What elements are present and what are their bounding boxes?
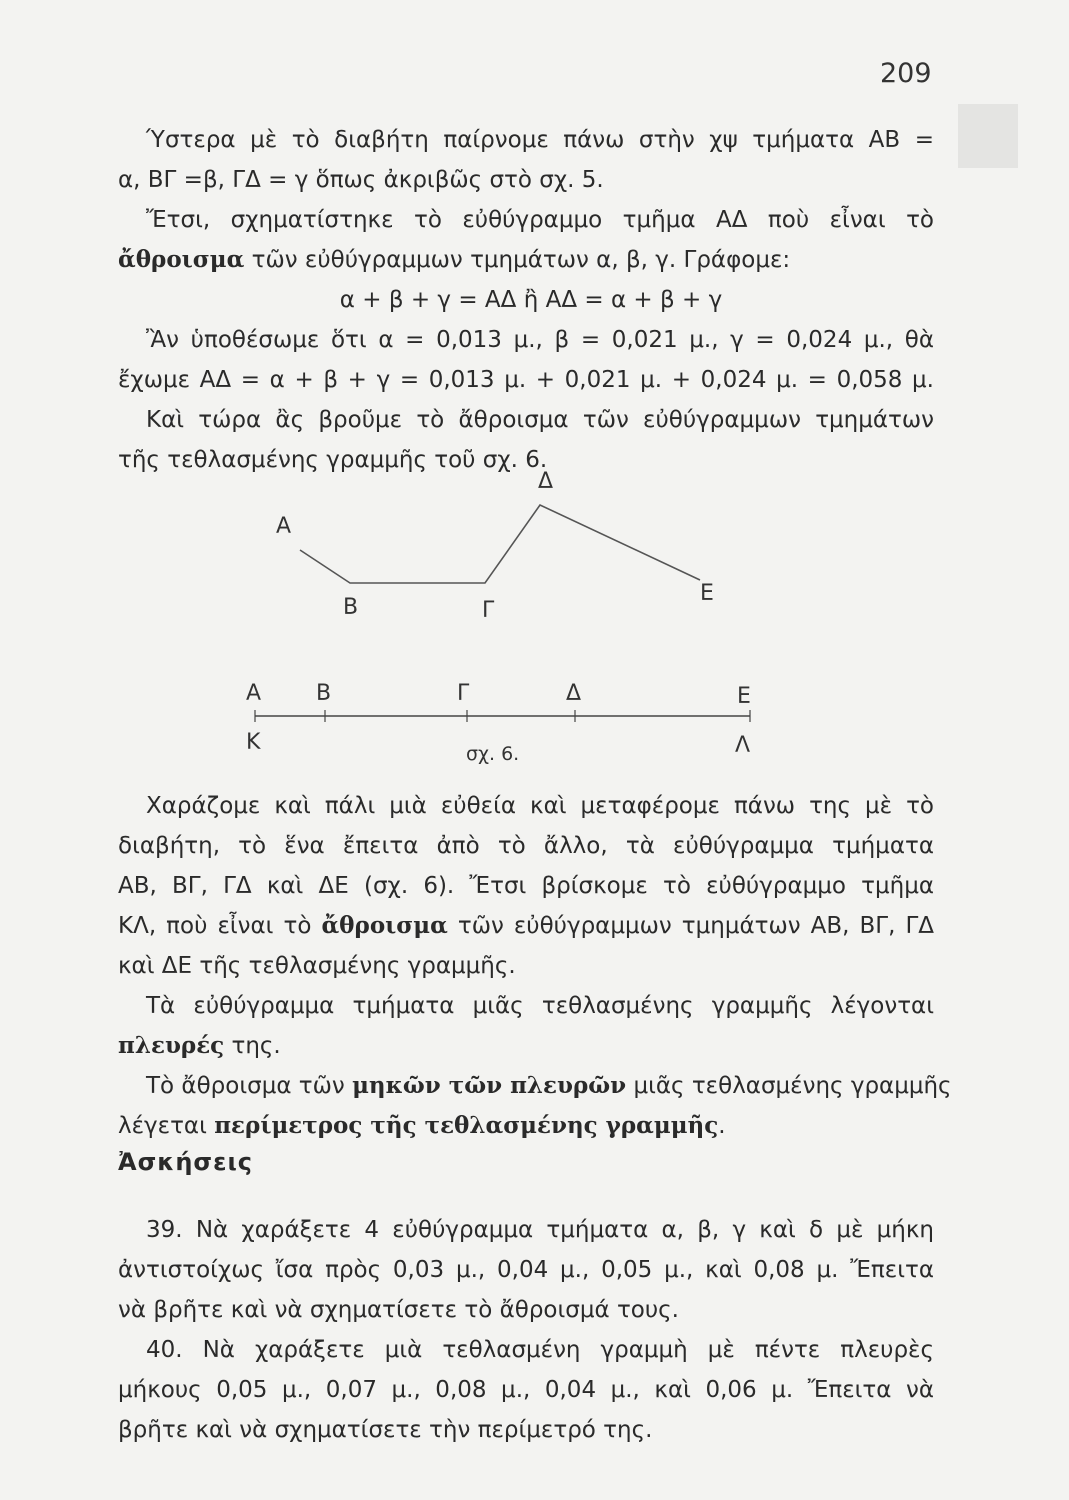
seg-label-E: Ε: [737, 684, 751, 709]
ex40-line2: μήκους 0,05 μ., 0,07 μ., 0,08 μ., 0,04 μ., καὶ 0,06 μ. Ἔπειτα νὰ: [118, 1377, 934, 1403]
label-B: Β: [343, 595, 359, 620]
para6-line2-rest: της.: [224, 1033, 281, 1059]
para2-line1: Ἔτσι, σχηματίστηκε τὸ εὐθύγραμμο τμῆμα ΑΔ ποὺ εἶναι τὸ: [146, 207, 934, 233]
body-text: [118, 786, 952, 1146]
seg-label-D: Δ: [566, 681, 582, 706]
seg-label-A: Α: [246, 681, 262, 706]
para1-line1: Ύστερα μὲ τὸ διαβήτη παίρνομε πάνω στὴν χψ τμήματα ΑΒ =: [146, 127, 934, 153]
page-number: 209: [880, 58, 932, 89]
para1-line2: α, ΒΓ =β, ΓΔ = γ ὅπως ἀκριβῶς στὸ σχ. 5.: [118, 167, 604, 193]
para7-line2-post: .: [718, 1113, 726, 1139]
para4-line2: τῆς τεθλασμένης γραμμῆς τοῦ σχ. 6.: [118, 447, 548, 473]
ex40-line3: βρῆτε καὶ νὰ σχηματίσετε τὴν περίμετρό της.: [118, 1417, 653, 1443]
para7-line1-pre: Τὸ ἄθροισμα τῶν: [146, 1073, 353, 1099]
label-D: Δ: [538, 469, 554, 494]
para7-line1: [118, 1066, 952, 1106]
para3-line2: ἔχωμε ΑΔ = α + β + γ = 0,013 μ. + 0,021 μ. + 0,024 μ. = 0,058 μ.: [118, 367, 934, 393]
seg-label-B: Β: [316, 681, 332, 706]
ex39-line2: ἀντιστοίχως ἴσα πρὸς 0,03 μ., 0,04 μ., 0,05 μ., καὶ 0,08 μ. Ἔπειτα: [118, 1257, 934, 1283]
para5-line5: καὶ ΔΕ τῆς τεθλασμένης γραμμῆς.: [118, 953, 516, 979]
para5-line4-post: τῶν εὐθύγραμμων τμημάτων ΑΒ, ΒΓ, ΓΔ: [447, 913, 934, 939]
term-sides: πλευρές: [118, 1032, 225, 1059]
term-perimeter: περίμετρος τῆς τεθλασμένης γραμμῆς: [214, 1112, 719, 1139]
exercises-heading: Ἀσκήσεις: [118, 1148, 254, 1176]
ex39-line3: νὰ βρῆτε καὶ νὰ σχηματίσετε τὸ ἄθροισμά τους.: [118, 1297, 679, 1323]
label-G: Γ: [482, 598, 495, 623]
broken-line: [300, 505, 700, 583]
sum-formula: α + β + γ = ΑΔ ἢ ΑΔ = α + β + γ: [339, 287, 723, 313]
para7-line2-pre: λέγεται: [118, 1113, 215, 1139]
para5-line3: ΑΒ, ΒΓ, ΓΔ καὶ ΔΕ (σχ. 6). Ἔτσι βρίσκομε τὸ εὐθύγραμμο τμῆμα: [118, 873, 934, 899]
figure-caption: σχ. 6.: [466, 743, 520, 765]
term-sum-2: ἄθροισμα: [321, 912, 448, 939]
ex39-line1: 39. Νὰ χαράξετε 4 εὐθύγραμμα τμήματα α, β, γ καὶ δ μὲ μήκη: [146, 1217, 934, 1243]
para5-line2: διαβήτη, τὸ ἕνα ἔπειτα ἀπὸ τὸ ἄλλο, τὰ εὐθύγραμμα τμήματα: [118, 833, 934, 859]
para4-line1: Καὶ τώρα ἂς βροῦμε τὸ ἄθροισμα τῶν εὐθύγραμμων τμημάτων: [146, 407, 934, 433]
para7-line2: [118, 1106, 934, 1146]
seg-label-G: Γ: [457, 681, 470, 706]
para5-line1: Χαράζομε καὶ πάλι μιὰ εὐθεία καὶ μεταφέρομε πάνω της μὲ τὸ: [146, 793, 934, 819]
para6-line1: Τὰ εὐθύγραμμα τμήματα μιᾶς τεθλασμένης γραμμῆς λέγονται: [146, 993, 934, 1019]
exercises: [118, 1210, 934, 1450]
seg-label-K: Κ: [246, 730, 261, 755]
seg-label-L: Λ: [735, 733, 751, 758]
para2-line2-rest: τῶν εὐθύγραμμων τμημάτων α, β, γ. Γράφομε:: [244, 247, 791, 273]
term-side-lengths: μηκῶν τῶν πλευρῶν: [352, 1072, 627, 1099]
para7-line1-post: μιᾶς τεθλασμένης γραμμῆς: [626, 1073, 952, 1099]
label-E: Ε: [700, 581, 714, 606]
para5-line4: [118, 906, 934, 946]
para5-line4-pre: ΚΛ, ποὺ εἶναι τὸ: [118, 913, 322, 939]
label-A: Α: [276, 514, 292, 539]
para3-line1: Ἂν ὑποθέσωμε ὅτι α = 0,013 μ., β = 0,021 μ., γ = 0,024 μ., θὰ: [146, 327, 934, 353]
ex40-line1: 40. Νὰ χαράξετε μιὰ τεθλασμένη γραμμὴ μὲ πέντε πλευρὲς: [146, 1337, 934, 1363]
para6-line2: [118, 1026, 934, 1066]
term-sum: ἄθροισμα: [118, 246, 245, 273]
